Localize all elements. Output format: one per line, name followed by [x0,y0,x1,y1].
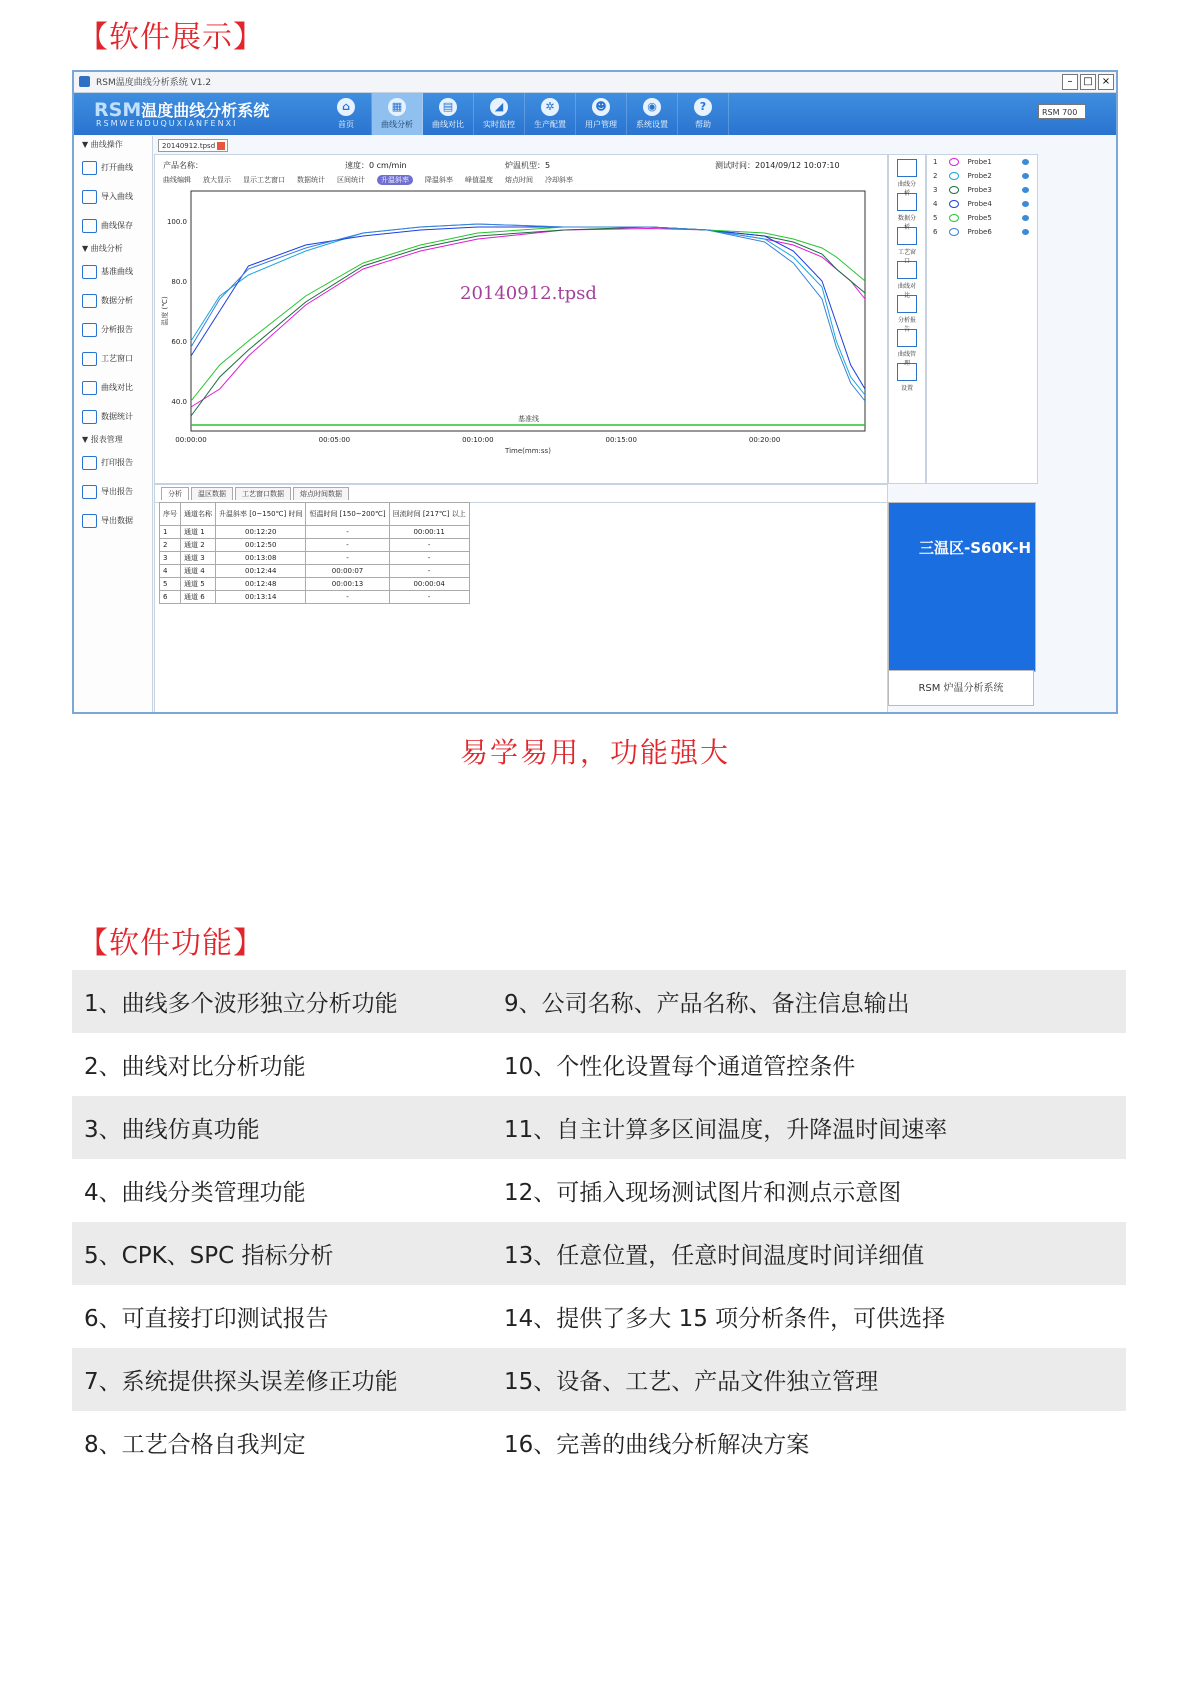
probe-legend [926,154,1038,484]
table-cell: 00:13:08 [216,552,306,565]
window-title: RSM温度曲线分析系统 V1.2 [96,78,212,88]
legend-item[interactable] [927,169,1037,183]
legend-name: Probe5 [967,214,992,222]
nav-item[interactable] [74,315,152,344]
analysis-table [159,502,470,604]
right-tool[interactable] [896,227,918,265]
product-name: 产品名称： [163,161,203,170]
help-icon: ? [694,98,712,116]
table-cell: 00:00:07 [306,565,389,578]
data-tabs [155,485,887,503]
nav-item-label: 数据统计 [101,412,133,421]
feature-row [72,1159,1126,1222]
nav-item-icon [82,352,97,366]
nav-item-icon [82,456,97,470]
close-button[interactable]: × [1098,74,1114,90]
y-axis-label: 温度 (℃) [161,296,169,326]
toolbar-label: 曲线对比 [432,120,464,129]
tool-label: 曲线管理 [897,351,916,367]
toolbar-button-0[interactable] [321,93,372,135]
nav-item[interactable] [74,286,152,315]
series-line-Probe3 [191,227,865,416]
table-row [160,539,470,552]
nav-item-icon [82,514,97,528]
nav-item-label: 数据分析 [101,296,133,305]
gear-icon: ✲ [541,98,559,116]
x-tick-label: 00:15:00 [605,436,637,444]
data-tab[interactable]: 温区数据 [191,487,233,500]
legend-item[interactable] [927,155,1037,169]
legend-number: 4 [933,200,938,208]
app-logo: RSM温度曲线分析系统 [94,99,270,121]
series-line-Probe4 [191,227,865,389]
legend-item[interactable] [927,183,1037,197]
feature-item: 4、曲线分类管理功能 [84,1180,306,1206]
nav-item-icon [82,190,97,204]
feature-item: 9、公司名称、产品名称、备注信息输出 [504,991,910,1017]
legend-name: Probe1 [967,158,992,166]
toolbar-button-6[interactable] [627,93,678,135]
feature-item: 15、设备、工艺、产品文件独立管理 [504,1369,879,1395]
feature-row [72,970,1126,1033]
mode-option[interactable]: 降温斜率 [425,176,453,184]
legend-number: 6 [933,228,938,236]
toolbar-button-4[interactable] [525,93,576,135]
table-cell: - [389,539,469,552]
nav-item-icon [82,323,97,337]
eye-icon[interactable] [1022,215,1029,221]
device-select[interactable]: RSM 700 [1038,104,1086,119]
mode-option[interactable]: 放大显示 [203,176,231,184]
nav-item-label: 曲线保存 [101,221,133,230]
banner-caption: RSM 炉温分析系统 [888,670,1034,706]
table-cell: 通道 2 [181,539,216,552]
table-cell: 00:00:13 [306,578,389,591]
toolbar-label: 实时监控 [483,120,515,129]
table-row [160,578,470,591]
x-axis-label: Time(mm:ss) [505,447,551,455]
x-tick-label: 00:00:00 [175,436,207,444]
table-cell: 通道 1 [181,526,216,539]
table-cell: - [306,591,389,604]
table-row [160,552,470,565]
legend-name: Probe2 [967,172,992,180]
legend-name: Probe6 [967,228,992,236]
table-cell: 通道 5 [181,578,216,591]
chart-panel [154,154,888,484]
compare-icon: ▤ [439,98,457,116]
table-cell: - [389,552,469,565]
toolbar-label: 帮助 [695,120,711,129]
nav-item-label: 曲线对比 [101,383,133,392]
toolbar-button-3[interactable] [474,93,525,135]
nav-item-icon [82,410,97,424]
feature-item: 12、可插入现场测试图片和测点示意图 [504,1180,902,1206]
tool-label: 设置 [900,385,913,392]
eye-icon[interactable] [1022,187,1029,193]
feature-item: 13、任意位置，任意时间温度时间详细值 [504,1243,925,1269]
legend-item[interactable] [927,225,1037,239]
table-cell: - [306,539,389,552]
close-tab-icon[interactable] [217,142,225,150]
table-cell: 00:00:11 [389,526,469,539]
speed-info: 速度：0 cm/min [345,161,407,170]
legend-number: 1 [933,158,938,166]
nav-group-title[interactable]: ▼ 报表管理 [82,435,123,444]
software-screenshot [72,70,1118,714]
feature-row [72,1033,1126,1096]
series-line-Probe1 [191,229,865,408]
feature-item: 7、系统提供探头误差修正功能 [84,1369,398,1395]
feature-item: 10、个性化设置每个通道管控条件 [504,1054,856,1080]
table-cell: - [389,565,469,578]
table-cell: 通道 4 [181,565,216,578]
y-tick-label: 60.0 [171,338,187,346]
x-tick-label: 00:20:00 [748,436,781,444]
table-cell: - [389,591,469,604]
feature-row [72,1222,1126,1285]
nav-item[interactable] [74,257,152,286]
tool-label: 分析报告 [897,317,916,333]
feature-row [72,1348,1126,1411]
home-icon: ⌂ [337,98,355,116]
legend-number: 2 [933,172,938,180]
feature-item: 6、可直接打印测试报告 [84,1306,329,1332]
nav-item-icon [82,161,97,175]
legend-item[interactable] [927,211,1037,225]
nav-item-icon [82,381,97,395]
table-cell: 4 [160,565,181,578]
monitor-icon: ◢ [490,98,508,116]
table-cell: 00:12:48 [216,578,306,591]
y-tick-label: 100.0 [166,218,187,226]
toolbar-label: 系统设置 [636,120,668,129]
logo-pinyin: RSMWENDUQUXIANFENXI [96,119,238,128]
nav-item-icon [82,219,97,233]
main-toolbar [321,93,729,135]
product-banner [888,502,1036,672]
app-icon [79,76,90,87]
baseline-label: 基准线 [518,415,539,423]
toolbar-label: 生产配置 [534,120,566,129]
mode-option[interactable]: 区间统计 [337,176,365,184]
legend-color-icon [949,172,959,180]
nav-item[interactable] [74,477,152,506]
legend-color-icon [949,186,959,194]
feature-item: 2、曲线对比分析功能 [84,1054,306,1080]
banner-model: 三温区-S60K-H [919,539,1032,557]
feature-item: 5、CPK、SPC 指标分析 [84,1243,334,1269]
right-tool[interactable] [896,193,918,231]
table-header: 升温斜率 [0~150℃] 时间 [216,503,306,526]
table-cell: 00:13:14 [216,591,306,604]
screenshot-caption: 易学易用，功能强大 [459,736,730,769]
maximize-button[interactable]: □ [1080,74,1096,90]
table-cell: 6 [160,591,181,604]
table-cell: 00:12:20 [216,526,306,539]
data-panel [154,484,888,714]
ribbon [74,93,1116,135]
nav-item-label: 分析报告 [101,325,133,334]
toolbar-button-1[interactable] [372,93,423,135]
table-cell: 3 [160,552,181,565]
nav-item-label: 打印报告 [101,458,133,467]
mode-option[interactable]: 曲线编辑 [163,176,191,184]
data-tab[interactable]: 熔点时间数据 [293,487,349,500]
mode-option[interactable]: 峰值温度 [465,176,493,184]
nav-item-icon [82,485,97,499]
tool-label: 曲线对比 [897,283,916,299]
nav-item-label: 基准曲线 [101,267,133,276]
mode-option[interactable]: 显示工艺窗口 [243,176,285,184]
nav-item-label: 打开曲线 [101,163,133,172]
chart-icon: ▦ [388,98,406,116]
feature-row [72,1285,1126,1348]
nav-item-icon [82,265,97,279]
feature-row [72,1096,1126,1159]
legend-color-icon [949,158,959,166]
section-title-features: 【软件功能】 [78,926,264,961]
table-cell: 00:00:04 [389,578,469,591]
eye-icon[interactable] [1022,201,1029,207]
mode-option[interactable]: 升温斜率 [377,175,413,185]
legend-color-icon [949,200,959,208]
eye-icon[interactable] [1022,159,1029,165]
tool-label: 工艺窗口 [897,249,916,265]
nav-group-title[interactable]: ▼ 曲线分析 [82,244,123,253]
nav-item[interactable] [74,373,152,402]
right-tool[interactable] [896,329,918,367]
tool-icon [897,159,917,177]
test-time: 测试时间：2014/09/12 10:07:10 [715,161,840,170]
table-cell: - [306,552,389,565]
feature-item: 11、自主计算多区间温度，升降温时间速率 [504,1117,948,1143]
minimize-button[interactable]: – [1062,74,1078,90]
right-toolbar [888,154,926,484]
legend-number: 5 [933,214,938,222]
table-cell: 2 [160,539,181,552]
toolbar-label: 曲线分析 [381,120,413,129]
left-navigation [74,136,153,712]
eye-icon[interactable] [1022,229,1029,235]
table-cell: 00:12:44 [216,565,306,578]
feature-row [72,1411,1126,1474]
table-row [160,526,470,539]
mode-option[interactable]: 熔点时间 [505,176,533,184]
legend-name: Probe3 [967,186,992,194]
tool-label: 曲线分析 [897,181,916,197]
legend-number: 3 [933,186,938,194]
machine-info: 炉温机型：5 [505,161,551,170]
table-cell: 通道 3 [181,552,216,565]
table-cell: 5 [160,578,181,591]
document-tab[interactable]: 20140912.tpsd [158,139,228,152]
table-header: 序号 [160,503,181,526]
toolbar-button-2[interactable] [423,93,474,135]
right-tool[interactable] [896,159,918,197]
table-cell: 00:12:50 [216,539,306,552]
right-tool[interactable] [896,295,918,333]
data-tab[interactable]: 工艺窗口数据 [235,487,291,500]
nav-item-label: 导入曲线 [101,192,133,201]
x-tick-label: 00:10:00 [462,436,494,444]
right-tool[interactable] [896,363,918,393]
nav-group-title[interactable]: ▼ 曲线操作 [82,140,123,149]
table-header: 回流时间 [217℃] 以上 [389,503,469,526]
series-line-Probe6 [191,224,865,401]
x-tick-label: 00:05:00 [318,436,351,444]
feature-item: 3、曲线仿真功能 [84,1117,260,1143]
eye-icon[interactable] [1022,173,1029,179]
mode-option[interactable]: 数据统计 [297,176,325,184]
settings-icon: ◉ [643,98,661,116]
feature-item: 16、完善的曲线分析解决方案 [504,1432,810,1458]
tool-label: 数据分析 [897,215,916,231]
toolbar-label: 首页 [338,120,354,129]
nav-item[interactable] [74,153,152,182]
toolbar-label: 用户管理 [585,120,617,129]
legend-color-icon [949,228,959,236]
table-cell: - [306,526,389,539]
feature-item: 8、工艺合格自我判定 [84,1432,306,1458]
nav-item[interactable] [74,211,152,240]
nav-item-label: 导出报告 [101,487,133,496]
legend-color-icon [949,214,959,222]
right-tool[interactable] [896,261,918,299]
mode-option[interactable]: 冷却斜率 [545,176,573,184]
window-titlebar [74,72,1116,93]
table-row [160,565,470,578]
nav-item[interactable] [74,506,152,535]
feature-table [72,970,1126,1474]
nav-item-icon [82,294,97,308]
nav-item[interactable] [74,402,152,431]
table-row [160,591,470,604]
legend-name: Probe4 [967,200,992,208]
section-title-display: 【软件展示】 [78,20,264,55]
table-header: 恒温时间 [150~200℃] [306,503,389,526]
feature-item: 1、曲线多个波形独立分析功能 [84,991,398,1017]
table-cell: 通道 6 [181,591,216,604]
nav-item[interactable] [74,182,152,211]
data-tab[interactable]: 分析 [161,487,189,500]
nav-item-label: 工艺窗口 [101,354,133,363]
table-cell: 1 [160,526,181,539]
toolbar-button-7[interactable] [678,93,729,135]
user-icon: ☻ [592,98,610,116]
y-tick-label: 80.0 [171,278,187,286]
nav-item-label: 导出数据 [101,516,133,525]
legend-item[interactable] [927,197,1037,211]
feature-item: 14、提供了多大 15 项分析条件，可供选择 [504,1306,946,1332]
temperature-chart[interactable] [155,183,887,481]
toolbar-button-5[interactable] [576,93,627,135]
nav-item[interactable] [74,344,152,373]
nav-item[interactable] [74,448,152,477]
table-header: 通道名称 [181,503,216,526]
y-tick-label: 40.0 [171,398,187,406]
chart-watermark: 20140912.tpsd [460,283,597,304]
